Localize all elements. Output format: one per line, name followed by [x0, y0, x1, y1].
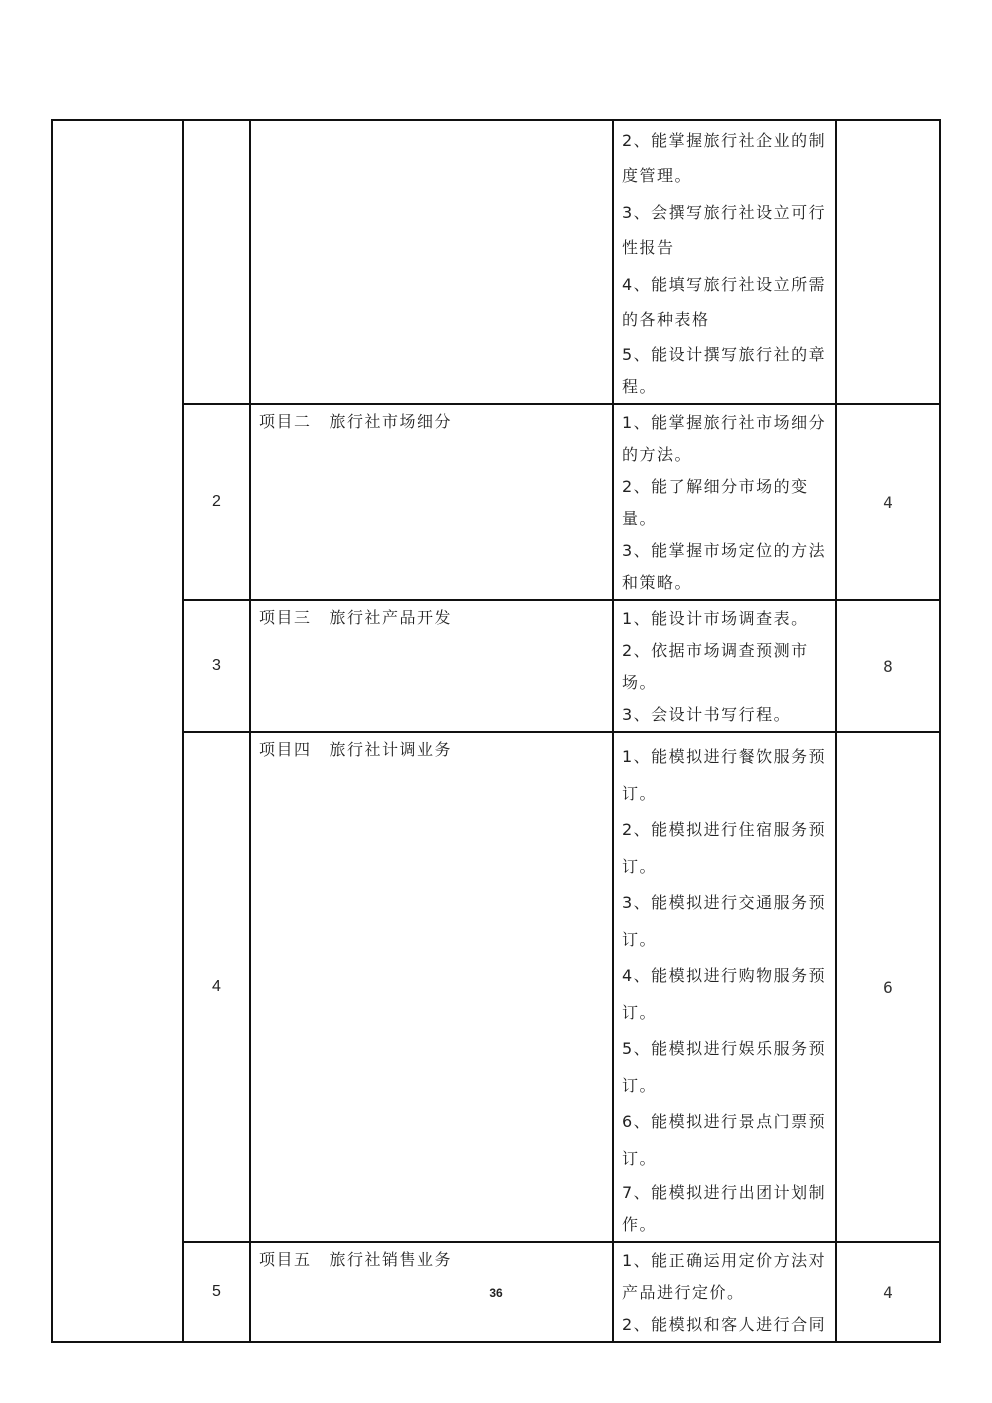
- hours-cell: 8: [836, 600, 940, 732]
- ability-item: 6、能模拟进行景点门票预订。: [622, 1112, 827, 1168]
- project-name: 旅行社计调业务: [329, 740, 453, 759]
- ability-item: 5、能模拟进行娱乐服务预订。: [622, 1039, 827, 1095]
- row-number: 5: [183, 1242, 250, 1342]
- hours-cell: 4: [836, 404, 940, 600]
- project-cell: [250, 600, 613, 732]
- row-number: 4: [183, 732, 250, 1242]
- ability-cell: [613, 404, 836, 600]
- ability-item: 2、能模拟和客人进行合同: [622, 1315, 827, 1334]
- hours-cell: 4: [836, 1242, 940, 1342]
- table-row: [52, 600, 940, 732]
- project-label: 项目二: [259, 412, 312, 431]
- ability-item: 2、依据市场调查预测市场。: [622, 641, 809, 692]
- ability-item: 4、能模拟进行购物服务预订。: [622, 966, 827, 1022]
- module-cell: [52, 120, 183, 1342]
- ability-item: 2、能掌握旅行社企业的制度管理。: [622, 131, 827, 185]
- project-cell: [250, 732, 613, 1242]
- row-number: 2: [183, 404, 250, 600]
- project-name: 旅行社产品开发: [329, 608, 453, 627]
- course-content-table: [51, 119, 941, 1343]
- table-row: [52, 120, 940, 404]
- ability-item: 1、能掌握旅行社市场细分的方法。: [622, 413, 827, 464]
- project-name: 旅行社销售业务: [329, 1250, 453, 1269]
- project-cell: [250, 404, 613, 600]
- ability-cell: [613, 120, 836, 404]
- table-row: [52, 404, 940, 600]
- ability-cell: [613, 600, 836, 732]
- ability-item: 3、会撰写旅行社设立可行性报告: [622, 203, 827, 257]
- ability-item: 1、能正确运用定价方法对产品进行定价。: [622, 1251, 827, 1302]
- ability-item: 1、能设计市场调查表。: [622, 609, 809, 628]
- ability-item: 1、能模拟进行餐饮服务预订。: [622, 747, 827, 803]
- ability-item: 2、能模拟进行住宿服务预订。: [622, 820, 827, 876]
- ability-item: 3、能模拟进行交通服务预订。: [622, 893, 827, 949]
- project-name: 旅行社市场细分: [329, 412, 453, 431]
- row-number: [183, 120, 250, 404]
- ability-item: 7、能模拟进行出团计划制作。: [622, 1183, 827, 1234]
- hours-cell: 6: [836, 732, 940, 1242]
- ability-item: 3、能掌握市场定位的方法和策略。: [622, 541, 827, 592]
- row-number: 3: [183, 600, 250, 732]
- ability-item: 3、会设计书写行程。: [622, 705, 792, 724]
- ability-item: 2、能了解细分市场的变量。: [622, 477, 809, 528]
- ability-cell: [613, 732, 836, 1242]
- page-number: 36: [489, 1286, 503, 1300]
- ability-item: 5、能设计撰写旅行社的章程。: [622, 345, 827, 396]
- table-row: [52, 732, 940, 1242]
- hours-cell: [836, 120, 940, 404]
- ability-item: 4、能填写旅行社设立所需的各种表格: [622, 275, 827, 329]
- project-label: 项目三: [259, 608, 312, 627]
- project-label: 项目五: [259, 1250, 312, 1269]
- project-cell: [250, 120, 613, 404]
- project-label: 项目四: [259, 740, 312, 759]
